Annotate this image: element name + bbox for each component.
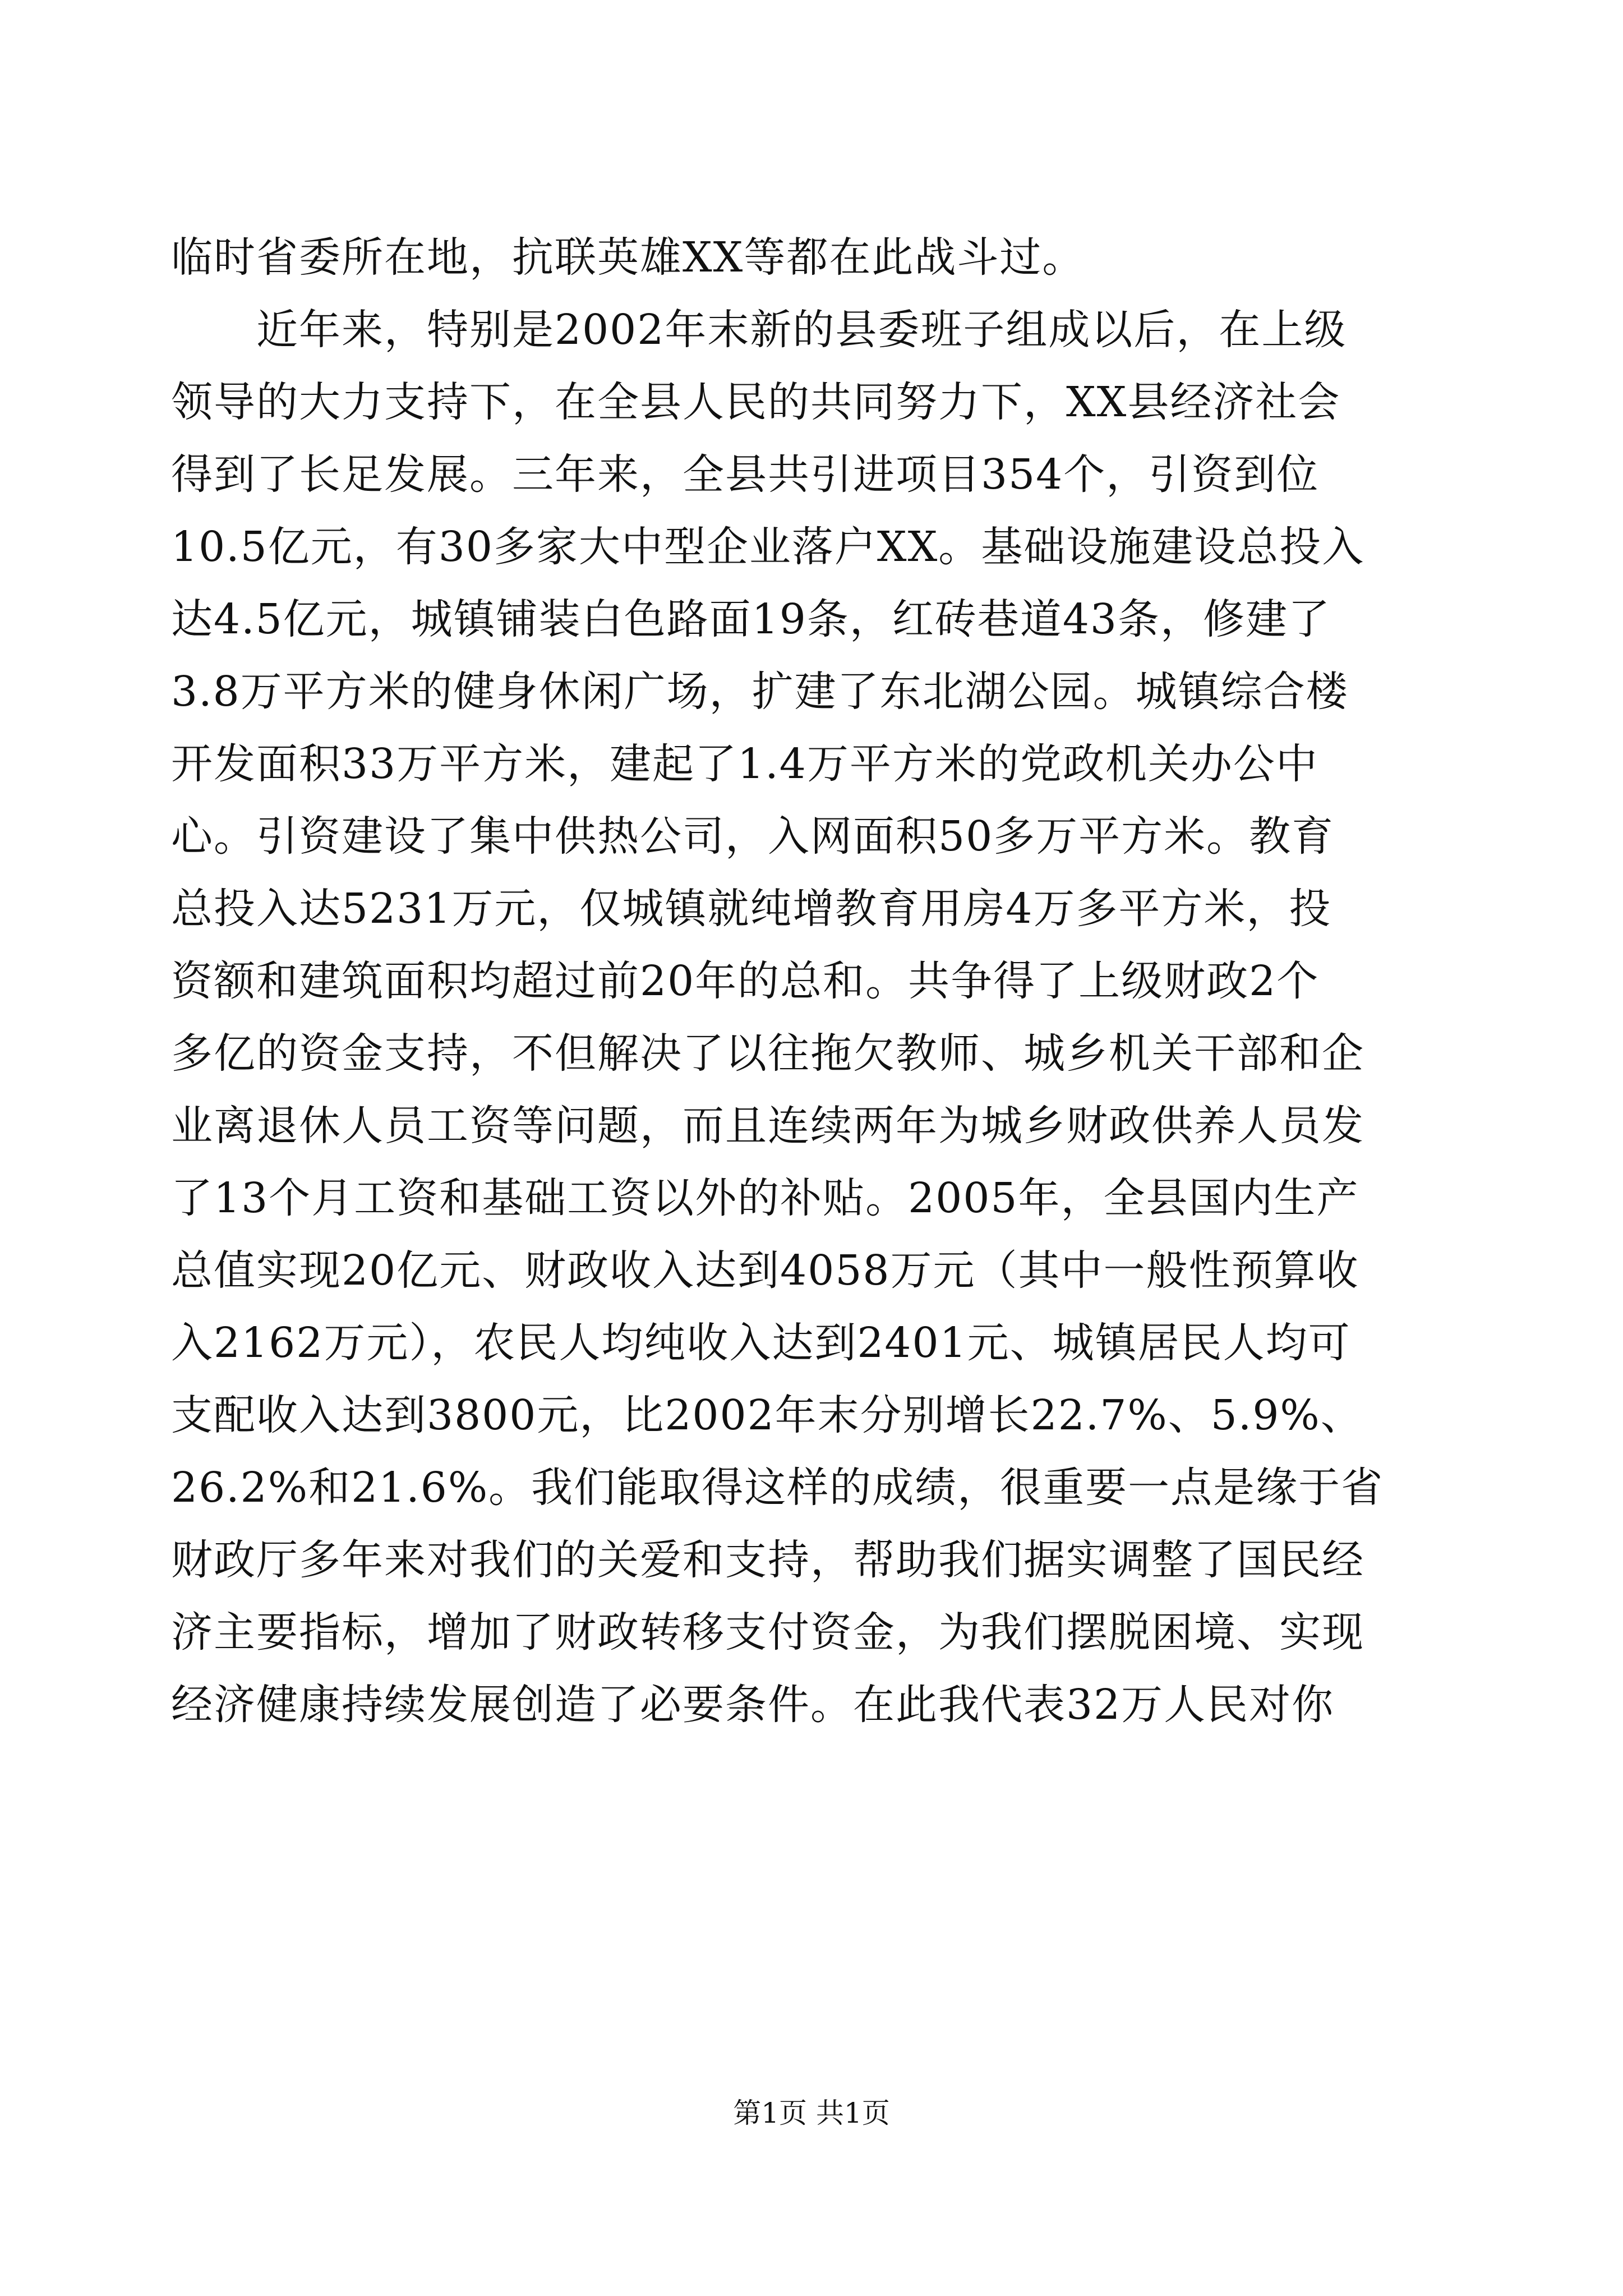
body-text <box>171 222 1455 1741</box>
text-line: 业离退休人员工资等问题，而且连续两年为城乡财政供养人员发 <box>171 1102 1364 1150</box>
text-line: 总值实现20亿元、财政收入达到4058万元（其中一般性预算收 <box>171 1246 1359 1295</box>
page-number: 第1页 共1页 <box>733 2097 890 2129</box>
text-line: 26.2%和21.6%。我们能取得这样的成绩，很重要一点是缘于省 <box>171 1464 1384 1512</box>
text-line: 近年来，特别是2002年末新的县委班子组成以后，在上级 <box>171 306 1347 354</box>
text-line: 3.8万平方米的健身休闲广场，扩建了东北湖公园。城镇综合楼 <box>171 668 1349 716</box>
text-line: 临时省委所在地，抗联英雄XX等都在此战斗过。 <box>171 233 1085 282</box>
text-line: 开发面积33万平方米，建起了1.4万平方米的党政机关办公中 <box>171 740 1318 788</box>
text-line: 10.5亿元，有30多家大中型企业落户XX。基础设施建设总投入 <box>171 523 1365 571</box>
text-line: 心。引资建设了集中供热公司，入网面积50多万平方米。教育 <box>171 812 1335 861</box>
text-line: 财政厅多年来对我们的关爱和支持，帮助我们据实调整了国民经 <box>171 1536 1364 1584</box>
text-line: 资额和建筑面积均超过前20年的总和。共争得了上级财政2个 <box>171 957 1320 1005</box>
text-line: 得到了长足发展。三年来，全县共引进项目354个，引资到位 <box>171 450 1320 499</box>
text-line: 领导的大力支持下，在全县人民的共同努力下，XX县经济社会 <box>171 378 1341 426</box>
text-line: 多亿的资金支持，不但解决了以往拖欠教师、城乡机关干部和企 <box>171 1029 1364 1078</box>
text-line: 达4.5亿元，城镇铺装白色路面19条，红砖巷道43条，修建了 <box>171 595 1331 643</box>
text-line: 入2162万元），农民人均纯收入达到2401元、城镇居民人均可 <box>171 1319 1351 1367</box>
text-line: 支配收入达到3800元，比2002年末分别增长22.7%、5.9%、 <box>171 1391 1363 1439</box>
text-line: 了13个月工资和基础工资以外的补贴。2005年，全县国内生产 <box>171 1174 1359 1222</box>
text-line: 总投入达5231万元，仅城镇就纯增教育用房4万多平方米，投 <box>171 885 1332 933</box>
page-footer <box>0 2093 1623 2133</box>
text-line: 济主要指标，增加了财政转移支付资金，为我们摆脱困境、实现 <box>171 1608 1364 1657</box>
text-line: 经济健康持续发展创造了必要条件。在此我代表32万人民对你 <box>171 1681 1335 1729</box>
